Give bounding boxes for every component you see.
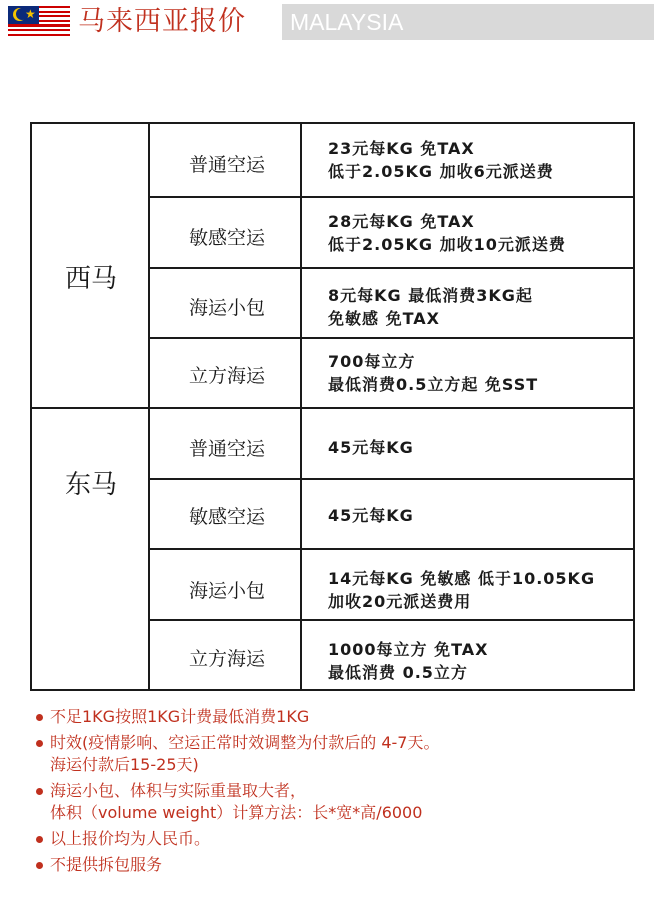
page-title: 马来西亚报价 (78, 6, 246, 37)
price-cell: 45元每KG (328, 506, 414, 525)
price-cell: 14元每KG 免敏感 低于10.05KG 加收20元派送费用 (328, 569, 596, 611)
bullet-dot-icon (36, 836, 43, 843)
note-item: 时效(疫情影响、空运正常时效调整为付款后的 4-7天。 海运付款后15-25天) (34, 732, 634, 776)
service-name: 立方海运 (188, 648, 265, 670)
bullet-dot-icon (36, 714, 43, 721)
service-name: 敏感空运 (188, 506, 265, 528)
price-cell: 8元每KG 最低消费3KG起 免敏感 免TAX (328, 286, 533, 328)
price-cell: 23元每KG 免TAX 低于2.05KG 加收6元派送费 (328, 139, 554, 181)
service-name: 普通空运 (188, 154, 265, 176)
service-name: 敏感空运 (188, 227, 265, 249)
service-name: 海运小包 (188, 297, 265, 319)
bullet-dot-icon (36, 862, 43, 869)
service-name: 海运小包 (188, 580, 265, 602)
note-item: 以上报价均为人民币。 (34, 828, 634, 850)
region-label: 西马 (64, 264, 117, 294)
price-cell: 1000每立方 免TAX 最低消费 0.5立方 (328, 640, 489, 682)
price-table (30, 122, 635, 691)
page-subtitle: MALAYSIA (290, 9, 404, 35)
region-label: 东马 (64, 470, 117, 500)
bullet-dot-icon (36, 788, 43, 795)
service-name: 立方海运 (188, 365, 265, 387)
notes-list (34, 706, 634, 880)
malaysia-flag-icon: ★ (8, 6, 70, 38)
page-header (0, 0, 658, 44)
price-cell: 45元每KG (328, 438, 414, 457)
bullet-dot-icon (36, 740, 43, 747)
service-name: 普通空运 (188, 438, 265, 460)
note-item: 不提供拆包服务 (34, 854, 634, 876)
note-item: 不足1KG按照1KG计费最低消费1KG (34, 706, 634, 728)
note-item: 海运小包、体积与实际重量取大者， 体积（volume weight）计算方法：长*宽*高/6000 (34, 780, 634, 824)
price-cell: 700每立方 最低消费0.5立方起 免SST (328, 352, 539, 394)
price-cell: 28元每KG 免TAX 低于2.05KG 加收10元派送费 (328, 212, 566, 254)
title-banner (282, 4, 654, 40)
